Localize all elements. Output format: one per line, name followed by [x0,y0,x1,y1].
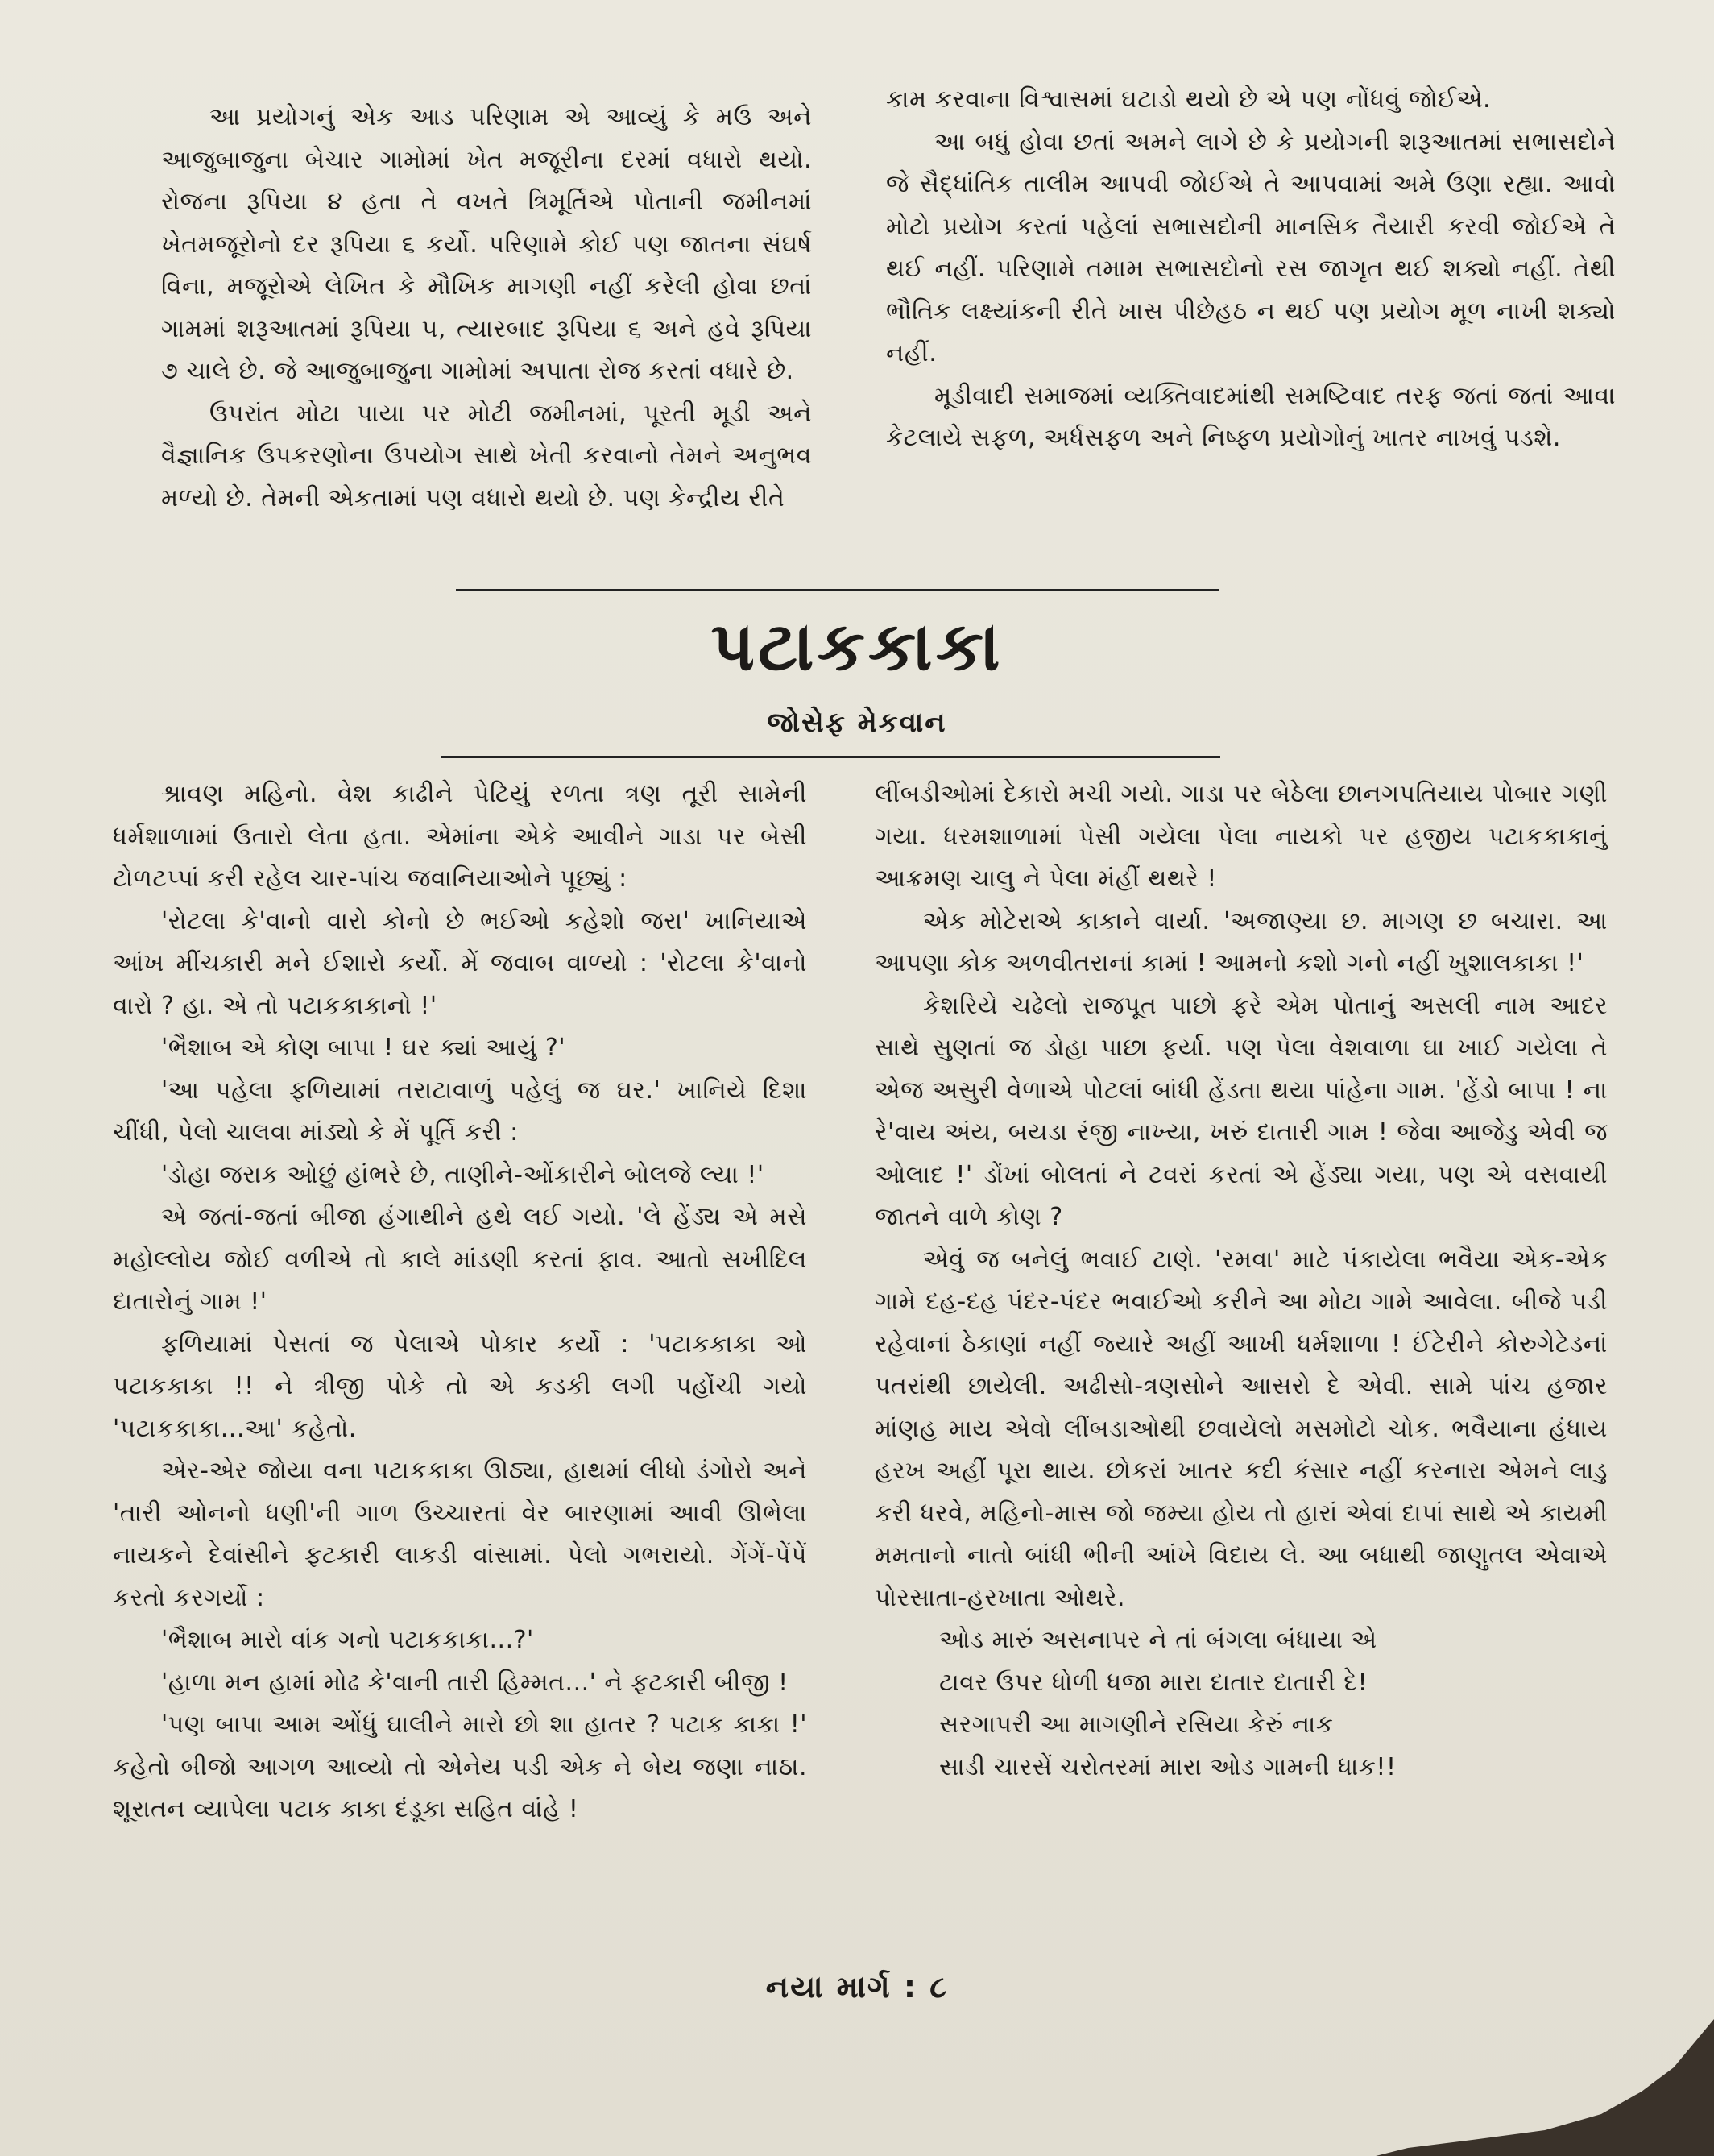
paragraph: ઉપરાંત મોટા પાયા પર મોટી જમીનમાં, પૂરતી મૂડી અને વૈજ્ઞાનિક ઉપકરણોના ઉપયોગ સાથે ખેતી કરવાનો તેમને અનુભવ મળ્યો છે. તેમની એકતામાં પણ વધારો થયો છે. પણ કેન્દ્રીય રીતે [161,399,812,512]
paragraph: 'પણ બાપા આમ ઓંધું ઘાલીને મારો છો શા હાતર ? પટાક કાકા !' કહેતો બીજો આગળ આવ્યો તો એનેય પડી એક ને બેય જણા નાઠા. શૂરાતન વ્યાપેલા પટાક કાકા દંડૂકા સહિત વાંહે ! [113,1710,807,1823]
paragraph: કેશરિયે ચઢેલો રાજપૂત પાછો ફરે એમ પોતાનું અસલી નામ આદર સાથે સુણતાં જ ડોહા પાછા ફર્યા. પણ પેલા વેશવાળા ઘા ખાઈ ગયેલા તે એજ અસુરી વેળાએ પોટલાં બાંધી હેંડતા થયા પાંહેના ગામ. 'હેંડો બાપા ! ના રે'વાય અંય, બયડા રંજી નાખ્યા, ખરું દાતારી ગામ ! જેવા આજેડુ એવી જ ઓલાદ !' ડોંખાં બોલતાં ને ટવરાં કરતાં એ હેંડ્યા ગયા, પણ એ વસવાયી જાતને વાળે કોણ ? [875,991,1608,1231]
torn-corner-shadow [1376,2019,1714,2156]
article-continuation-right-column [886,79,1616,460]
paragraph: 'હાળા મન હામાં મોઢ કે'વાની તારી હિમ્મત...' ને ફટકારી બીજી ! [161,1668,789,1697]
section-divider [456,589,1219,591]
paragraph: લીંબડીઓમાં દેકારો મચી ગયો. ગાડા પર બેઠેલા છાનગપતિયાય પોબાર ગણી ગયા. ધરમશાળામાં પેસી ગયેલા પેલા નાયકો પર હજીય પટાકકાકાનું આક્રમણ ચાલુ ને પેલા મંહીં થથરે ! [875,780,1608,893]
story-left-column [113,773,807,1831]
paragraph: 'ભૈશાબ એ કોણ બાપા ! ઘર ક્યાં આયું ?' [161,1034,566,1062]
paragraph: એવું જ બનેલું ભવાઈ ટાણે. 'રમવા' માટે પંકાયેલા ભવૈયા એક-એક ગામે દહ-દહ પંદર-પંદર ભવાઈઓ કરીને આ મોટા ગામે આવેલા. બીજે પડી રહેવાનાં ઠેકાણાં નહીં જ્યારે અહીં આખી ધર્મશાળા ! ઈંટેરીને કોરુગેટેડનાં પતરાંથી છાયેલી. અઢીસો-ત્રણસોને આસરો દે એવી. સામે પાંચ હજાર માંણહ માય એવો લીંબડાઓથી છવાયેલો મસમોટો ચોક. ભવૈયાના હંધાય હરખ અહીં પૂરા થાય. છોકરાં ખાતર કદી કંસાર નહીં કરનારા એમને લાડુ કરી ધરવે, મહિનો-માસ જો જમ્યા હોય તો હારાં એવાં દાપાં સાથે એ કાયમી મમતાનો નાતો બાંધી ભીની આંખે વિદાય લે. આ બધાથી જાણુતલ એવાએ પોરસાતા-હરખાતા ઓથરે. [875,1245,1608,1612]
paragraph: ફળિયામાં પેસતાં જ પેલાએ પોકાર કર્યો : 'પટાકકાકા ઓ પટાકકાકા !! ને ત્રીજી પોકે તો એ કડકી લગી પહોંચી ગયો 'પટાકકાકા...આ' કહેતો. [113,1329,807,1443]
story-title: પટાકકાકા [710,607,1004,686]
verse-line: ટાવર ઉપર ધોળી ધજા મારા દાતાર દાતારી દે! [939,1668,1368,1697]
paragraph: કામ કરવાના વિશ્વાસમાં ઘટાડો થયો છે એ પણ નોંધવું જોઈએ. [886,85,1492,114]
paragraph: 'રોટલા કે'વાનો વારો કોનો છે ભઈઓ કહેશો જરા' ખાનિયાએ આંખ મીંચકારી મને ઈશારો કર્યો. મેં જવાબ વાળ્યો : 'રોટલા કે'વાનો વારો ? હા. એ તો પટાકકાકાનો !' [113,906,807,1020]
paragraph: 'આ પહેલા ફળિયામાં તરાટાવાળું પહેલું જ ઘર.' ખાનિયે દિશા ચીંધી, પેલો ચાલવા માંડ્યો કે મેં પૂર્તિ કરી : [113,1076,807,1146]
story-author: જોસેફ મેકવાન [767,707,947,739]
byline-divider [441,756,1220,758]
page-footer: નયા માર્ગ : ૮ [765,1969,949,2005]
paragraph: આ પ્રયોગનું એક આડ પરિણામ એ આવ્યું કે મઉ અને આજુબાજુના બેચાર ગામોમાં ખેત મજૂરીના દરમાં વધારો થયો. રોજના રૂપિયા ૪ હતા તે વખતે ત્રિમૂર્તિએ પોતાની જમીનમાં ખેતમજૂરોનો દર રૂપિયા ૬ કર્યો. પરિણામે કોઈ પણ જાતના સંઘર્ષ વિના, મજૂરોએ લેખિત કે મૌખિક માગણી નહીં કરેલી હોવા છતાં ગામમાં શરૂઆતમાં રૂપિયા ૫, ત્યારબાદ રૂપિયા ૬ અને હવે રૂપિયા ૭ ચાલે છે. જે આજુબાજુના ગામોમાં અપાતા રોજ કરતાં વધારે છે. [161,103,812,385]
folk-verse [875,1619,1608,1789]
paragraph: 'ડોહા જરાક ઓછું હાંભરે છે, તાણીને-ઓંકારીને બોલજે લ્યા !' [161,1160,764,1189]
paragraph: એર-એર જોયા વના પટાકકાકા ઊઠ્યા, હાથમાં લીધો ડંગોરો અને 'તારી ઓનનો ધણી'ની ગાળ ઉચ્ચારતાં વેર બારણામાં આવી ઊભેલા નાયકને દેવાંસીને ફટકારી લાકડી વાંસામાં. પેલો ગભરાયો. ગેંગેં-પેંપેં કરતો કરગર્યો : [113,1457,807,1612]
paragraph: આ બધું હોવા છતાં અમને લાગે છે કે પ્રયોગની શરૂઆતમાં સભાસદોને જે સૈદ્ધાંતિક તાલીમ આપવી જોઈએ તે આપવામાં અમે ઉણા રહ્યા. આવો મોટો પ્રયોગ કરતાં પહેલાં સભાસદોની માનસિક તૈયારી કરવી જોઈએ તે થઈ નહીં. પરિણામે તમામ સભાસદોનો રસ જાગૃત થઈ શક્યો નહીં. તેથી ભૌતિક લક્ષ્યાંકની રીતે ખાસ પીછેહઠ ન થઈ પણ પ્રયોગ મૂળ નાખી શક્યો નહીં. [886,127,1616,367]
paragraph: મૂડીવાદી સમાજમાં વ્યક્તિવાદમાંથી સમષ્ટિવાદ તરફ જતાં જતાં આવા કેટલાયે સફળ, અર્ધસફળ અને નિષ્ફળ પ્રયોગોનું ખાતર નાખવું પડશે. [886,381,1616,452]
paragraph: એ જતાં-જતાં બીજા હંગાથીને હથે લઈ ગયો. 'લે હેંડ્ય એ મસે મહોલ્લોય જોઈ વળીએ તો કાલે માંડણી કરતાં ફાવ. આતો સખીદિલ દાતારોનું ગામ !' [113,1203,807,1316]
story-right-column [875,773,1608,1789]
paragraph: 'ભૈશાબ મારો વાંક ગનો પટાકકાકા...?' [161,1626,534,1654]
paragraph: એક મોટેરાએ કાકાને વાર્યા. 'અજાણ્યા છ. માગણ છ બચારા. આ આપણા કોક અળવીતરાનાં કામાં ! આમનો કશો ગનો નહીં ખુશાલકાકા !' [875,906,1608,977]
verse-line: સરગાપરી આ માગણીને રસિયા કેરું નાક [939,1710,1334,1739]
verse-line: સાડી ચારસેં ચરોતરમાં મારા ઓડ ગામની ધાક!! [939,1752,1397,1781]
article-continuation-left-column [161,97,812,520]
verse-line: ઓડ મારું અસનાપર ને તાં બંગલા બંધાયા એ [939,1626,1377,1654]
paragraph: શ્રાવણ મહિનો. વેશ કાઢીને પેટિયું રળતા ત્રણ તૂરી સામેની ધર્મશાળામાં ઉતારો લેતા હતા. એમાંના એકે આવીને ગાડા પર બેસી ટોળટપ્પાં કરી રહેલ ચાર-પાંચ જવાનિયાઓને પૂછ્યું : [113,780,807,893]
